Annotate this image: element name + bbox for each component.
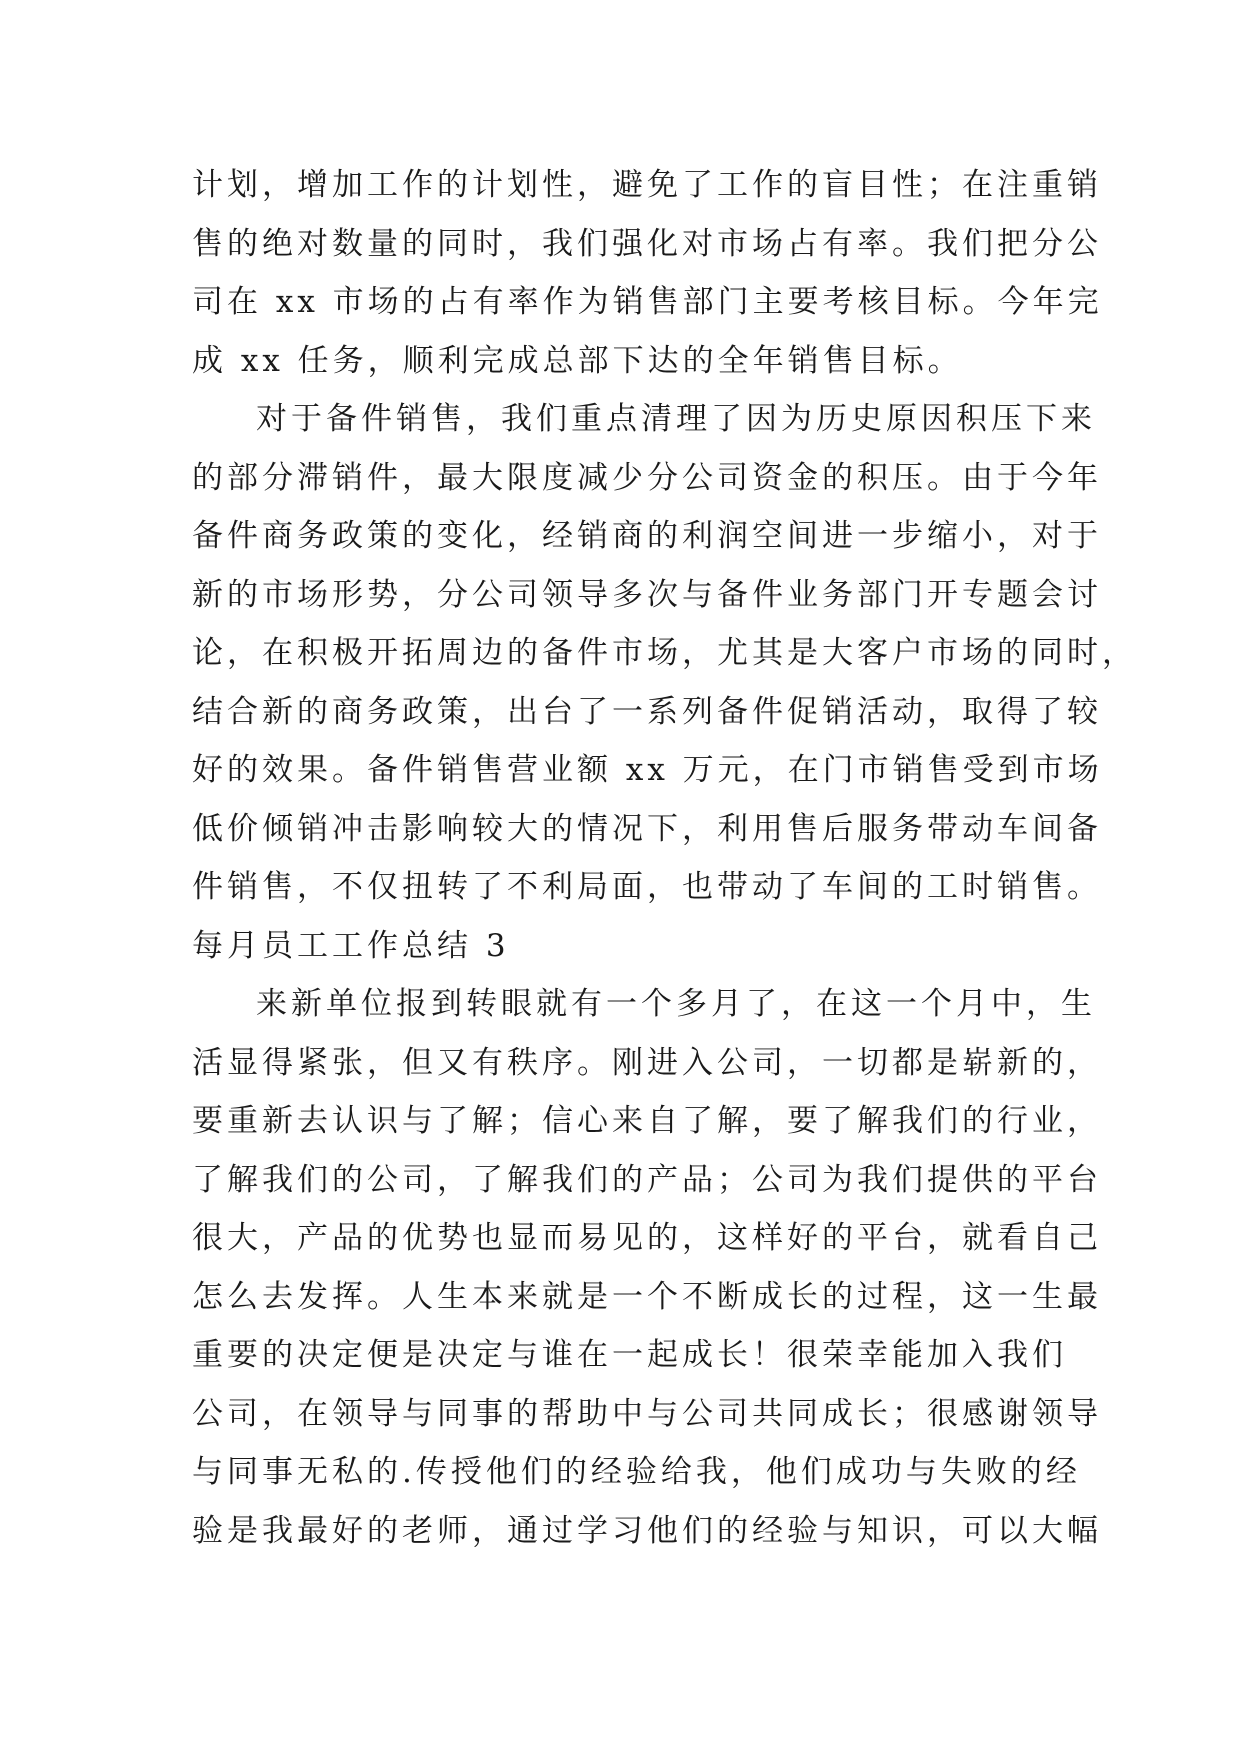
paragraph-line: 结合新的商务政策，出台了一系列备件促销活动，取得了较 xyxy=(192,693,1102,730)
paragraph-line: 验是我最好的老师，通过学习他们的经验与知识，可以大幅 xyxy=(192,1512,1102,1549)
paragraph-line: 好的效果。备件销售营业额 xx 万元，在门市销售受到市场 xyxy=(192,752,1103,788)
paragraph-line: 公司，在领导与同事的帮助中与公司共同成长；很感谢领导 xyxy=(192,1395,1102,1432)
paragraph-line: 件销售，不仅扭转了不利局面，也带动了车间的工时销售。 xyxy=(192,869,1102,905)
paragraph-line: 要重新去认识与了解；信心来自了解，要了解我们的行业， xyxy=(192,1103,1102,1139)
paragraph-line: 计划，增加工作的计划性，避免了工作的盲目性；在注重销 xyxy=(192,167,1102,203)
paragraph-line: 论，在积极开拓周边的备件市场，尤其是大客户市场的同时， xyxy=(192,635,1137,671)
paragraph-line: 新的市场形势，分公司领导多次与备件业务部门开专题会讨 xyxy=(192,576,1102,613)
document-body xyxy=(192,156,1137,1560)
paragraph-line: 低价倾销冲击影响较大的情况下，利用售后服务带动车间备 xyxy=(192,810,1102,847)
paragraph-line: 重要的决定便是决定与谁在一起成长！很荣幸能加入我们 xyxy=(192,1337,1067,1373)
paragraph-line: 成 xx 任务，顺利完成总部下达的全年销售目标。 xyxy=(192,342,963,379)
paragraph-line: 备件商务政策的变化，经销商的利润空间进一步缩小，对于 xyxy=(192,518,1102,554)
paragraph-sales-plan xyxy=(192,156,1103,390)
paragraph-line: 对于备件销售，我们重点清理了因为历史原因积压下来 xyxy=(256,401,1096,437)
paragraph-new-employee xyxy=(192,975,1102,1560)
paragraph-line: 了解我们的公司，了解我们的产品；公司为我们提供的平台 xyxy=(192,1161,1102,1198)
paragraph-line: 司在 xx 市场的占有率作为销售部门主要考核目标。今年完 xyxy=(192,284,1103,320)
paragraph-line: 活显得紧张，但又有秩序。刚进入公司，一切都是崭新的， xyxy=(192,1044,1102,1081)
section-heading: 每月员工工作总结 3 xyxy=(192,927,510,964)
paragraph-line: 来新单位报到转眼就有一个多月了，在这一个月中，生 xyxy=(256,986,1096,1022)
paragraph-line: 与同事无私的.传授他们的经验给我，他们成功与失败的经 xyxy=(192,1454,1081,1490)
paragraph-line: 售的绝对数量的同时，我们强化对市场占有率。我们把分公 xyxy=(192,225,1102,262)
paragraph-line: 的部分滞销件，最大限度减少分公司资金的积压。由于今年 xyxy=(192,459,1102,496)
paragraph-line: 很大，产品的优势也显而易见的，这样好的平台，就看自己 xyxy=(192,1220,1102,1256)
paragraph-parts-sales xyxy=(192,390,1137,917)
paragraph-line: 怎么去发挥。人生本来就是一个不断成长的过程，这一生最 xyxy=(192,1278,1102,1315)
